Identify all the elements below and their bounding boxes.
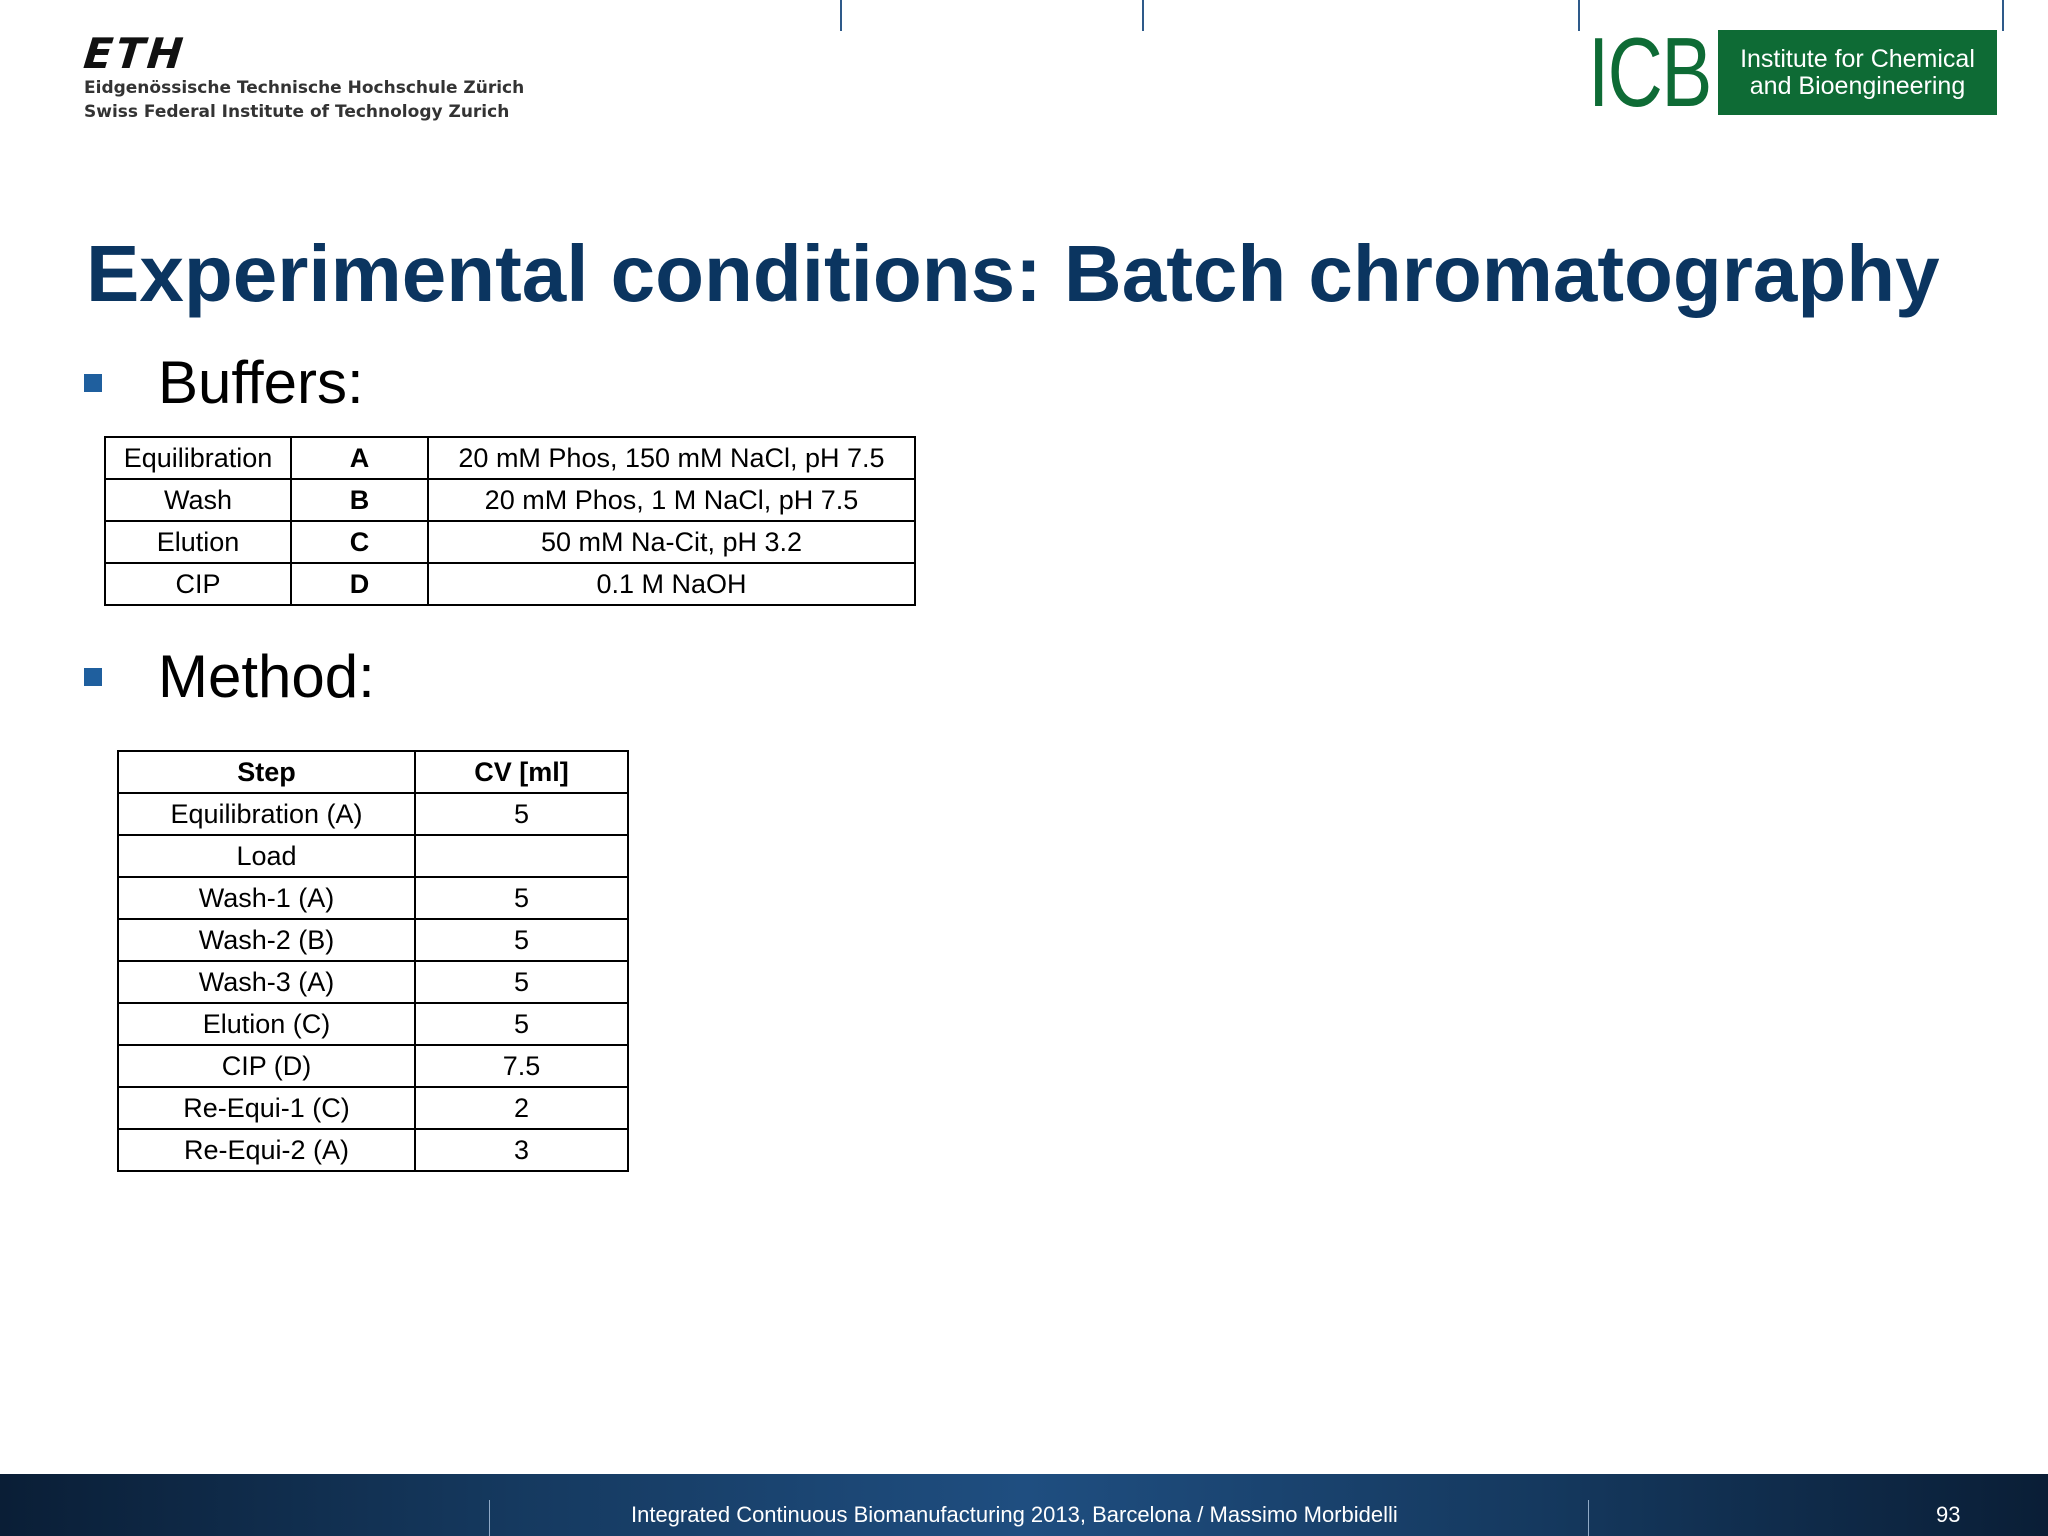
footer-text: Integrated Continuous Biomanufacturing 2013, Barcelona / Massimo Morbidelli [631, 1502, 1398, 1527]
icb-logo-line1: Institute for Chemical [1740, 44, 1975, 73]
footer-divider [1588, 1500, 1589, 1536]
bullet-square-icon [84, 668, 102, 686]
column-header-cv: CV [ml] [415, 751, 628, 793]
header-divider [1142, 0, 1144, 31]
table-cell: Wash-1 (A) [118, 877, 415, 919]
table-cell: 3 [415, 1129, 628, 1171]
header-divider [1578, 0, 1580, 31]
icb-logo-letters: ICB [1588, 17, 1711, 127]
icb-logo-line2: and Bioengineering [1749, 71, 1966, 100]
table-cell: Elution (C) [118, 1003, 415, 1045]
icb-logo-box [1718, 30, 1997, 115]
table-cell: 20 mM Phos, 150 mM NaCl, pH 7.5 [428, 437, 915, 479]
eth-logo-line2: Swiss Federal Institute of Technology Zurich [84, 102, 510, 122]
column-header-step: Step [118, 751, 415, 793]
table-cell: CIP (D) [118, 1045, 415, 1087]
buffers-heading: Buffers: [158, 349, 364, 416]
table-cell: Re-Equi-1 (C) [118, 1087, 415, 1129]
table-row [105, 437, 915, 479]
table-cell: Elution [105, 521, 291, 563]
method-table [117, 750, 629, 1172]
table-header-row [118, 751, 628, 793]
table-row [118, 877, 628, 919]
header-divider [840, 0, 842, 31]
table-cell: Wash-3 (A) [118, 961, 415, 1003]
table-row [105, 563, 915, 605]
table-row [118, 793, 628, 835]
table-cell: CIP [105, 563, 291, 605]
table-cell: 5 [415, 961, 628, 1003]
table-cell: B [291, 479, 428, 521]
footer-divider [489, 1500, 490, 1536]
table-row [118, 919, 628, 961]
table-row [118, 835, 628, 877]
eth-logo-mark: ETH [81, 29, 189, 78]
table-cell: 0.1 M NaOH [428, 563, 915, 605]
table-row [118, 1087, 628, 1129]
table-cell: Load [118, 835, 415, 877]
table-cell: Wash [105, 479, 291, 521]
eth-logo [81, 29, 525, 124]
table-cell [415, 835, 628, 877]
table-cell: D [291, 563, 428, 605]
table-row [118, 1045, 628, 1087]
table-row [118, 961, 628, 1003]
method-heading: Method: [158, 643, 375, 710]
table-row [118, 1003, 628, 1045]
icb-logo [1588, 17, 1997, 127]
footer-bar [0, 1474, 2048, 1536]
table-row [105, 521, 915, 563]
table-cell: 7.5 [415, 1045, 628, 1087]
table-cell: 2 [415, 1087, 628, 1129]
page-number: 93 [1936, 1502, 1961, 1527]
buffers-bullet [84, 348, 364, 418]
table-row [105, 479, 915, 521]
buffer-table [104, 436, 916, 606]
table-cell: Equilibration [105, 437, 291, 479]
eth-logo-line1: Eidgenössische Technische Hochschule Zürich [84, 78, 525, 98]
header-divider [2002, 0, 2004, 31]
table-cell: Equilibration (A) [118, 793, 415, 835]
table-cell: 20 mM Phos, 1 M NaCl, pH 7.5 [428, 479, 915, 521]
table-cell: 5 [415, 1003, 628, 1045]
table-row [118, 1129, 628, 1171]
table-cell: 5 [415, 793, 628, 835]
slide-title: Experimental conditions: Batch chromatography [86, 229, 1940, 318]
table-cell: A [291, 437, 428, 479]
table-cell: 50 mM Na-Cit, pH 3.2 [428, 521, 915, 563]
bullet-square-icon [84, 374, 102, 392]
table-cell: Re-Equi-2 (A) [118, 1129, 415, 1171]
table-cell: Wash-2 (B) [118, 919, 415, 961]
table-cell: 5 [415, 877, 628, 919]
table-cell: C [291, 521, 428, 563]
method-bullet [84, 642, 375, 712]
table-cell: 5 [415, 919, 628, 961]
